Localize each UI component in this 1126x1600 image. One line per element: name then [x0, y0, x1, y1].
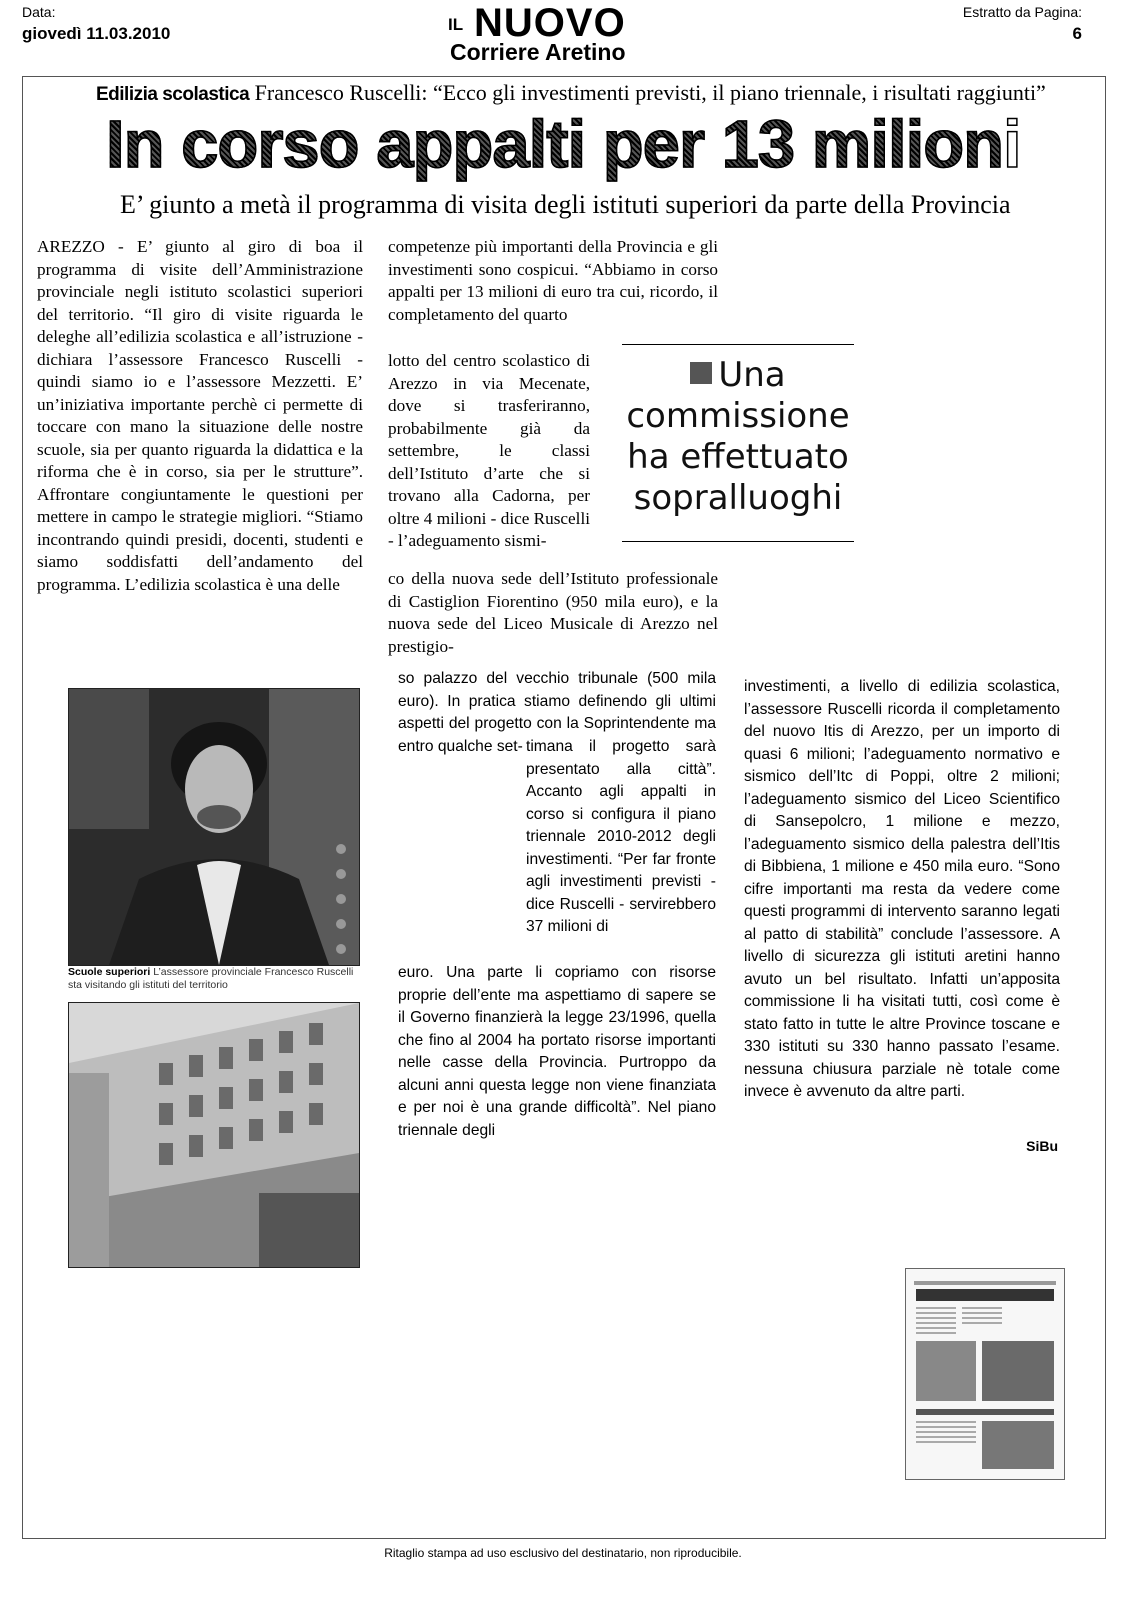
page-number: 6: [1072, 24, 1082, 43]
page-label: Estratto da Pagina:: [962, 4, 1082, 20]
caption-text: L’assessore provinciale Francesco Ruscelli sta visitando gli istituti del territorio: [68, 966, 354, 991]
photo-portrait: [68, 688, 360, 966]
pullquote-top-rule: [622, 344, 854, 345]
article-kicker: [96, 80, 1046, 106]
article-column-2-narrow: [388, 350, 590, 553]
article-column-1: [37, 236, 363, 596]
pullquote-square-icon: [690, 362, 712, 384]
article-column-2-bottom: [388, 568, 718, 658]
date-value: giovedì 11.03.2010: [22, 24, 171, 43]
column-2-bottom-text: co della nuova sede dell’Istituto professionale di Castiglion Fiorentino (950 mila euro), e la nuova sede del Liceo Musicale di Arezzo nel prestigio-: [388, 569, 718, 656]
svg-text:IL: IL: [448, 15, 464, 34]
newspaper-logo: [446, 0, 666, 75]
photo-building: [68, 1002, 360, 1268]
svg-text:Corriere Aretino: Corriere Aretino: [450, 39, 626, 65]
column-4-text: investimenti, a livello di edilizia scolastica, l’assessore Ruscelli ricorda il completamento del nuovo Itis di Arezzo, per un importo di quasi 6 milioni; l’adeguamento normativo e sismico dell’Itc di Poppi, oltre 2 milioni; l’adeguamento sismico del Liceo Scientifico di Sansepolcro, 1 milione e mezzo, l’adeguamento sismico della palestra dell’Itis di Bibbiena, 1 milione e 450 mila euro. “Sono cifre importanti ma resta da vedere come questi programmi di intervento saranno legati al patto di stabilità” conclude l’assessore. A livello di sicurezza gli istituti aretini hanno avuto un bel risultato. Infatti un’apposita commissione li ha visitati tutti, così come è stato fatto in tutte le altre Province toscane e 330 istituti su 330 hanno passato l’esame. nessuna chiusura parziale nè totale come invece è avvenuto da altre parti.: [744, 678, 1060, 1100]
article-column-3-bottom: [398, 962, 716, 1142]
kicker-text: Francesco Ruscelli: “Ecco gli investimenti previsti, il piano triennale, i risultati raggiunti”: [254, 80, 1046, 105]
article-headline: In corso appalti per 13 milioni: [106, 107, 1021, 182]
column-1-text: AREZZO - E’ giunto al giro di boa il programma di visite dell’Amministrazione provinciale negli istituto scolastici superiori del territorio. “Il giro di visite riguarda le deleghe all’edilizia scolastica e all’istruzione - dichiara l’assessore Francesco Ruscelli - quindi siamo io e l’assessore Mezzetti. E’ un’iniziativa importante perchè ci permette di toccare con mano la situazione delle nostre scuole, sia per quanto riguarda la didattica e la riforma che è in corso, sia per le strutture”. Affrontare congiuntamente le questioni per mettere in campo le strategie migliori. “Stiamo incontrando quindi presidi, docenti, studenti e siamo soddisfatti dell’andamento del programma. L’edilizia scolastica è una delle: [37, 237, 363, 594]
article-signature: SiBu: [1026, 1138, 1058, 1154]
kicker-bold: Edilizia scolastica: [96, 84, 250, 105]
pullquote-text: Una commissione ha effettuato sopralluoghi: [626, 355, 850, 518]
page-thumbnail: [905, 1268, 1065, 1480]
svg-text:NUOVO: NUOVO: [474, 1, 626, 45]
article-column-2-top: [388, 236, 718, 326]
column-3-narrow-text: timana il progetto sarà presentato alla città”. Accanto agli appalti in corso si configura il piano triennale 2010-2012 degli investimenti. “Per far fronte agli investimenti previsti - dice Ruscelli - servirebbero 37 milioni di: [526, 738, 716, 935]
caption-bold: Scuole superiori: [68, 966, 151, 978]
article-subhead: E’ giunto a metà il programma di visita degli istituti superiori da parte della Provincia: [120, 190, 1011, 219]
article-column-3-narrow: [526, 736, 716, 939]
pullquote: [622, 355, 854, 519]
footer-notice: Ritaglio stampa ad uso esclusivo del destinatario, non riproducibile.: [384, 1546, 742, 1560]
article-column-4: [744, 676, 1060, 1104]
pullquote-bottom-rule: [622, 541, 854, 542]
column-3-bottom-text: euro. Una parte li copriamo con risorse proprie dell’ente ma aspettiamo di sapere se il Governo finanzierà la legge 23/1996, quella che fino al 2004 ha portato risorse importanti nelle casse della Provincia. Purtroppo da alcuni anni questa legge non viene finanziata e per noi è una grande difficoltà”. Nel piano triennale degli: [398, 964, 716, 1139]
column-2-narrow-text: lotto del centro scolastico di Arezzo in via Mecenate, dove si trasferiranno, probabilmente già da settembre, le classi dell’Istituto d’arte che si trovano alla Cadorna, per oltre 4 milioni - dice Ruscelli - l’adeguamento sismi-: [388, 351, 590, 550]
photo-caption: [68, 966, 358, 992]
date-label: Data:: [22, 4, 56, 20]
column-2-top-text: competenze più importanti della Provincia e gli investimenti sono cospicui. “Abbiamo in corso appalti per 13 milioni di euro tra cui, ricordo, il completamento del quarto: [388, 237, 718, 324]
column-3-top-text: so palazzo del vecchio tribunale (500 mila euro). In pratica stiamo definendo gli ultimi aspetti del progetto con la Soprintendente ma entro qualche set-: [398, 670, 716, 755]
